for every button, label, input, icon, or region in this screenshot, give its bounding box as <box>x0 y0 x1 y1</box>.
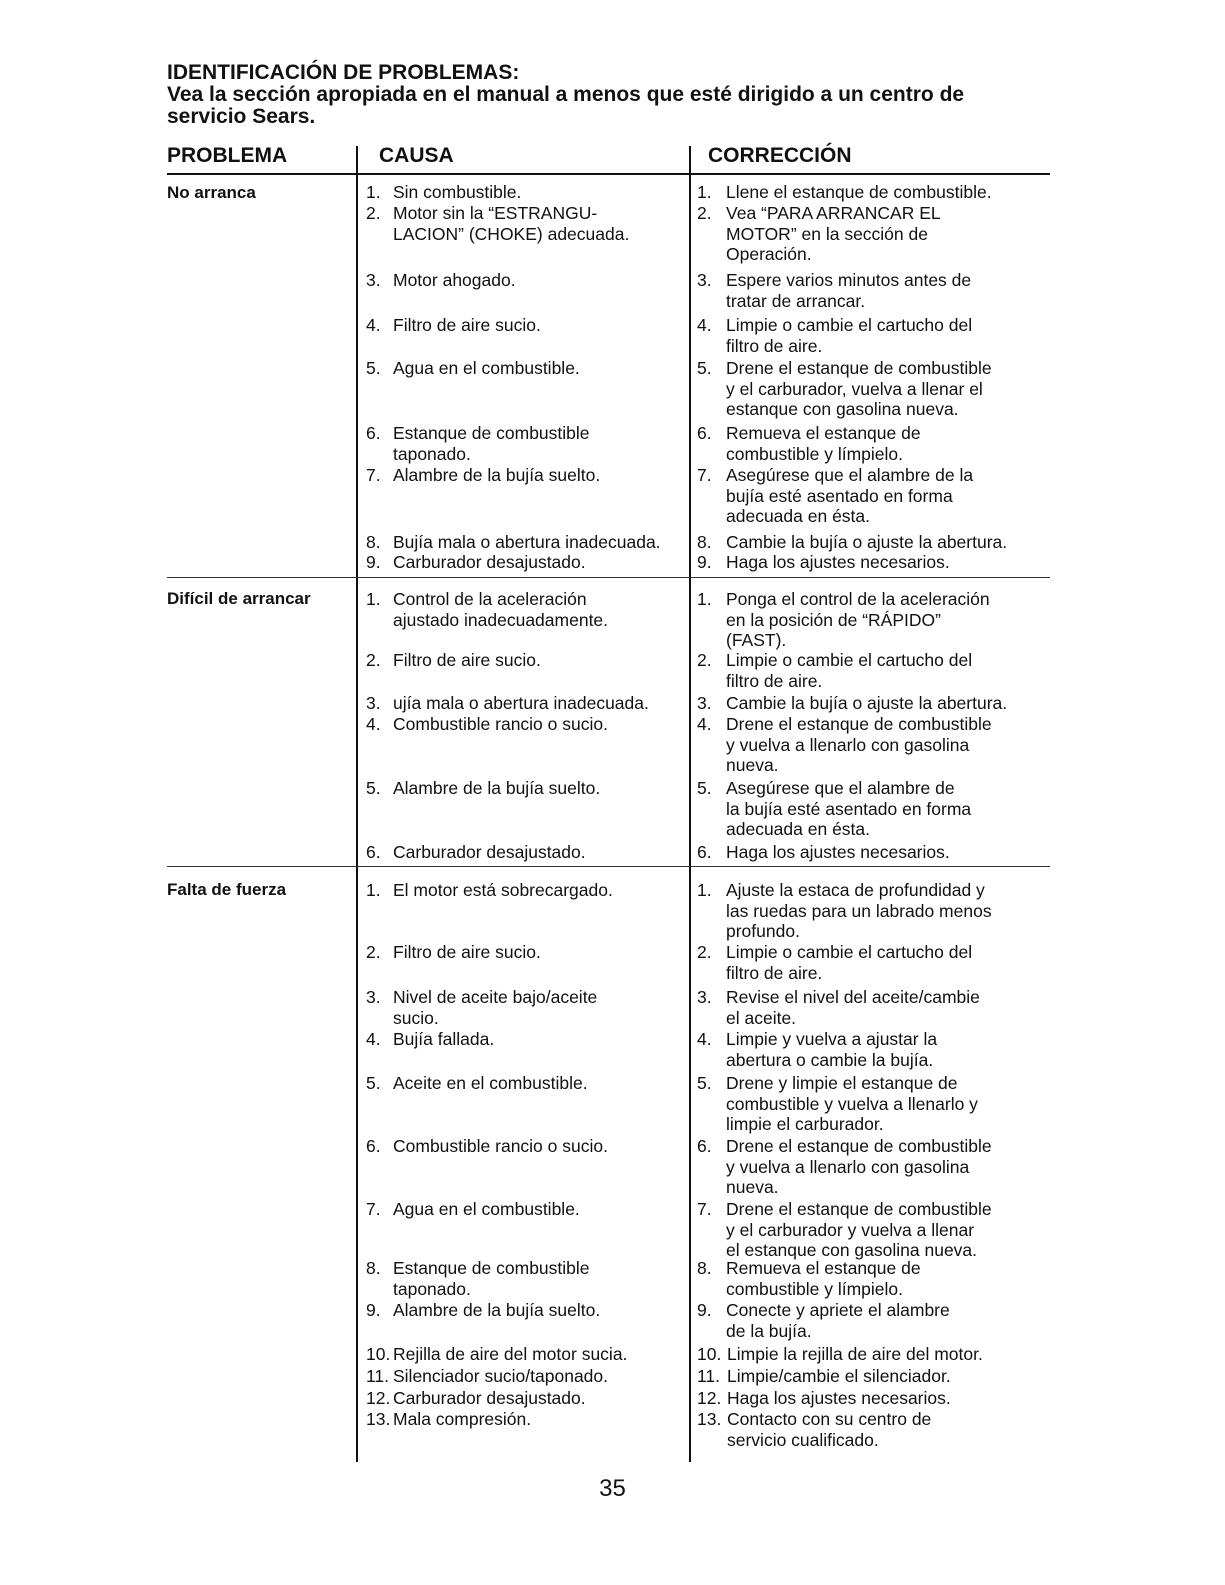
item-number: 2. <box>366 942 381 962</box>
item-number: 5. <box>366 778 381 798</box>
page-title: IDENTIFICACIÓN DE PROBLEMAS: <box>167 61 520 84</box>
item-number: 13. <box>697 1409 722 1429</box>
item-number: 12. <box>697 1388 722 1408</box>
item-text: Drene el estanque de combustible y el carburador y vuelva a llenar el estanque con gasolina nueva. <box>726 1199 992 1260</box>
column-header-correction: CORRECCIÓN <box>708 144 852 167</box>
list-item <box>366 1073 711 1094</box>
item-number: 11. <box>697 1366 721 1386</box>
page-heading <box>167 62 1067 128</box>
list-item <box>697 987 1056 1028</box>
item-number: 1. <box>697 880 712 900</box>
item-text: Haga los ajustes necesarios. <box>726 552 950 572</box>
item-text: Haga los ajustes necesarios. <box>727 1388 951 1408</box>
item-text: Espere varios minutos antes de tratar de arrancar. <box>726 270 972 311</box>
item-number: 3. <box>697 693 712 713</box>
item-number: 6. <box>697 1136 712 1156</box>
item-text: Limpie o cambie el cartucho del filtro de aire. <box>726 942 973 983</box>
item-text: Rejilla de aire del motor sucia. <box>393 1344 628 1364</box>
item-text: Nivel de aceite bajo/aceite sucio. <box>393 987 598 1028</box>
item-text: Filtro de aire sucio. <box>393 315 541 335</box>
list-item <box>366 465 711 486</box>
list-item <box>697 315 1056 356</box>
list-item <box>697 532 1056 553</box>
item-number: 3. <box>697 987 712 1007</box>
item-text: Asegúrese que el alambre de la bujía esté asentado en forma adecuada en ésta. <box>726 465 974 526</box>
list-item <box>697 182 1056 203</box>
item-text: Cambie la bujía o ajuste la abertura. <box>726 532 1008 552</box>
item-text: Conecte y apriete el alambre de la bujía. <box>726 1300 950 1341</box>
item-text: Vea “PARA ARRANCAR EL MOTOR” en la sección de Operación. <box>726 203 941 264</box>
item-text: Asegúrese que el alambre de la bujía esté asentado en forma adecuada en ésta. <box>726 778 972 839</box>
column-divider-left <box>356 146 358 1462</box>
item-text: Limpie y vuelva a ajustar la abertura o cambie la bujía. <box>726 1029 938 1070</box>
list-item <box>697 423 1056 464</box>
item-text: Ajuste la estaca de profundidad y las ruedas para un labrado menos profundo. <box>726 880 992 941</box>
item-number: 8. <box>697 532 712 552</box>
header-rule <box>167 173 1050 175</box>
item-text: Control de la aceleración ajustado inadecuadamente. <box>393 589 609 630</box>
item-number: 7. <box>697 1199 712 1219</box>
item-text: ujía mala o abertura inadecuada. <box>393 693 649 713</box>
list-item <box>366 650 711 671</box>
list-item <box>366 270 711 291</box>
item-number: 3. <box>366 987 381 1007</box>
list-item <box>366 532 711 553</box>
list-item <box>366 693 711 714</box>
item-number: 13. <box>366 1409 391 1429</box>
list-item <box>366 1029 711 1050</box>
list-item <box>697 714 1056 776</box>
item-text: Llene el estanque de combustible. <box>726 182 992 202</box>
item-text: Drene el estanque de combustible y vuelva a llenarlo con gasolina nueva. <box>726 714 992 775</box>
item-number: 1. <box>366 182 381 202</box>
item-number: 9. <box>697 552 712 572</box>
item-text: Silenciador sucio/taponado. <box>393 1366 609 1386</box>
list-item <box>366 987 711 1028</box>
item-text: Filtro de aire sucio. <box>393 650 541 670</box>
problem-label: Falta de fuerza <box>167 880 287 899</box>
page-subtitle-line2: servicio Sears. <box>167 105 316 128</box>
item-text: Alambre de la bujía suelto. <box>393 465 601 485</box>
item-number: 1. <box>366 589 381 609</box>
item-text: Revise el nivel del aceite/cambie el aceite. <box>726 987 980 1028</box>
list-item <box>697 1388 1057 1409</box>
item-number: 4. <box>366 1029 381 1049</box>
item-number: 10. <box>366 1344 391 1364</box>
item-number: 4. <box>366 714 381 734</box>
item-text: Ponga el control de la aceleración en la posición de “RÁPIDO” (FAST). <box>726 589 990 650</box>
list-item <box>366 842 711 863</box>
list-item <box>366 1258 711 1299</box>
item-number: 1. <box>697 182 712 202</box>
item-text: Remueva el estanque de combustible y límpielo. <box>726 423 921 464</box>
list-item <box>366 203 711 244</box>
item-text: Estanque de combustible taponado. <box>393 1258 590 1299</box>
item-number: 7. <box>697 465 712 485</box>
item-text: Agua en el combustible. <box>393 358 580 378</box>
item-number: 6. <box>697 423 712 443</box>
list-item <box>697 270 1056 311</box>
list-item <box>366 315 711 336</box>
item-number: 3. <box>366 270 381 290</box>
column-header-problem: PROBLEMA <box>167 144 288 167</box>
item-number: 2. <box>697 650 712 670</box>
list-item <box>697 1136 1056 1198</box>
item-text: Alambre de la bujía suelto. <box>393 778 601 798</box>
item-number: 2. <box>697 942 712 962</box>
item-number: 2. <box>366 650 381 670</box>
item-number: 4. <box>697 1029 712 1049</box>
list-item <box>697 589 1056 651</box>
item-number: 1. <box>366 880 381 900</box>
problem-label: Difícil de arrancar <box>167 589 311 608</box>
item-number: 7. <box>366 465 381 485</box>
item-number: 5. <box>697 1073 712 1093</box>
list-item <box>366 714 711 735</box>
item-text: Drene y limpie el estanque de combustible y vuelva a llenarlo y limpie el carburador. <box>726 1073 978 1134</box>
item-number: 4. <box>697 714 712 734</box>
item-text: Drene el estanque de combustible y vuelva a llenarlo con gasolina nueva. <box>726 1136 992 1197</box>
list-item <box>366 1388 711 1409</box>
item-number: 6. <box>697 842 712 862</box>
list-item <box>366 1199 711 1220</box>
item-text: Sin combustible. <box>393 182 522 202</box>
item-text: Estanque de combustible taponado. <box>393 423 590 464</box>
item-text: Bujía fallada. <box>393 1029 495 1049</box>
item-number: 9. <box>366 1300 381 1320</box>
list-item <box>366 589 711 630</box>
item-number: 7. <box>366 1199 381 1219</box>
list-item <box>697 1199 1056 1261</box>
item-text: Limpie/cambie el silenciador. <box>727 1366 951 1386</box>
list-item <box>697 1073 1056 1135</box>
item-number: 9. <box>697 1300 712 1320</box>
list-item <box>697 1366 1057 1387</box>
item-number: 2. <box>366 203 381 223</box>
list-item <box>697 203 1056 265</box>
list-item <box>697 1344 1057 1365</box>
section-divider-1 <box>167 577 1050 578</box>
item-text: Filtro de aire sucio. <box>393 942 541 962</box>
list-item <box>366 778 711 799</box>
item-number: 9. <box>366 552 381 572</box>
item-number: 3. <box>366 693 381 713</box>
item-text: Haga los ajustes necesarios. <box>726 842 950 862</box>
list-item <box>697 358 1056 420</box>
item-number: 5. <box>366 358 381 378</box>
list-item <box>366 1300 711 1321</box>
item-number: 5. <box>366 1073 381 1093</box>
item-text: Remueva el estanque de combustible y límpielo. <box>726 1258 921 1299</box>
item-number: 6. <box>366 842 381 862</box>
item-text: Bujía mala o abertura inadecuada. <box>393 532 661 552</box>
item-text: Aceite en el combustible. <box>393 1073 588 1093</box>
list-item <box>697 778 1056 840</box>
page-subtitle-line1: Vea la sección apropiada en el manual a menos que esté dirigido a un centro de <box>167 83 965 106</box>
item-number: 2. <box>697 203 712 223</box>
item-text: Cambie la bujía o ajuste la abertura. <box>726 693 1008 713</box>
list-item <box>697 552 1056 573</box>
list-item <box>697 1029 1056 1070</box>
item-number: 4. <box>366 315 381 335</box>
item-number: 10. <box>697 1344 722 1364</box>
list-item <box>366 552 711 573</box>
list-item <box>366 880 711 901</box>
item-text: Carburador desajustado. <box>393 1388 586 1408</box>
item-number: 12. <box>366 1388 391 1408</box>
item-text: Combustible rancio o sucio. <box>393 1136 608 1156</box>
item-text: Limpie la rejilla de aire del motor. <box>727 1344 983 1364</box>
list-item <box>697 1300 1056 1341</box>
item-text: Carburador desajustado. <box>393 842 586 862</box>
item-number: 6. <box>366 1136 381 1156</box>
list-item <box>366 1409 711 1430</box>
section-divider-2 <box>167 866 1050 867</box>
list-item <box>366 358 711 379</box>
list-item <box>697 842 1056 863</box>
item-number: 1. <box>697 589 712 609</box>
item-text: Agua en el combustible. <box>393 1199 580 1219</box>
list-item <box>697 880 1056 942</box>
list-item <box>697 693 1056 714</box>
item-number: 5. <box>697 358 712 378</box>
item-number: 11. <box>366 1366 390 1386</box>
item-text: Motor ahogado. <box>393 270 516 290</box>
item-text: Contacto con su centro de servicio cualificado. <box>727 1409 932 1450</box>
item-text: Alambre de la bujía suelto. <box>393 1300 601 1320</box>
item-text: Motor sin la “ESTRANGU- LACION” (CHOKE) adecuada. <box>393 203 630 244</box>
item-number: 5. <box>697 778 712 798</box>
list-item <box>697 465 1056 527</box>
item-text: Drene el estanque de combustible y el carburador, vuelva a llenar el estanque con gasolina nueva. <box>726 358 992 419</box>
item-text: El motor está sobrecargado. <box>393 880 613 900</box>
item-number: 3. <box>697 270 712 290</box>
item-text: Limpie o cambie el cartucho del filtro de aire. <box>726 315 973 356</box>
list-item <box>366 942 711 963</box>
page-number: 35 <box>599 1475 626 1502</box>
list-item <box>366 423 711 464</box>
list-item <box>366 182 711 203</box>
item-text: Combustible rancio o sucio. <box>393 714 608 734</box>
item-number: 8. <box>697 1258 712 1278</box>
list-item <box>366 1366 711 1387</box>
column-header-cause: CAUSA <box>379 144 454 167</box>
list-item <box>366 1344 711 1365</box>
item-text: Mala compresión. <box>393 1409 532 1429</box>
problem-label: No arranca <box>167 183 256 202</box>
item-text: Carburador desajustado. <box>393 552 586 572</box>
list-item <box>366 1136 711 1157</box>
item-number: 8. <box>366 1258 381 1278</box>
list-item <box>697 1409 1057 1450</box>
item-number: 6. <box>366 423 381 443</box>
list-item <box>697 650 1056 691</box>
item-text: Limpie o cambie el cartucho del filtro de aire. <box>726 650 973 691</box>
item-number: 8. <box>366 532 381 552</box>
item-number: 4. <box>697 315 712 335</box>
list-item <box>697 1258 1056 1299</box>
list-item <box>697 942 1056 983</box>
